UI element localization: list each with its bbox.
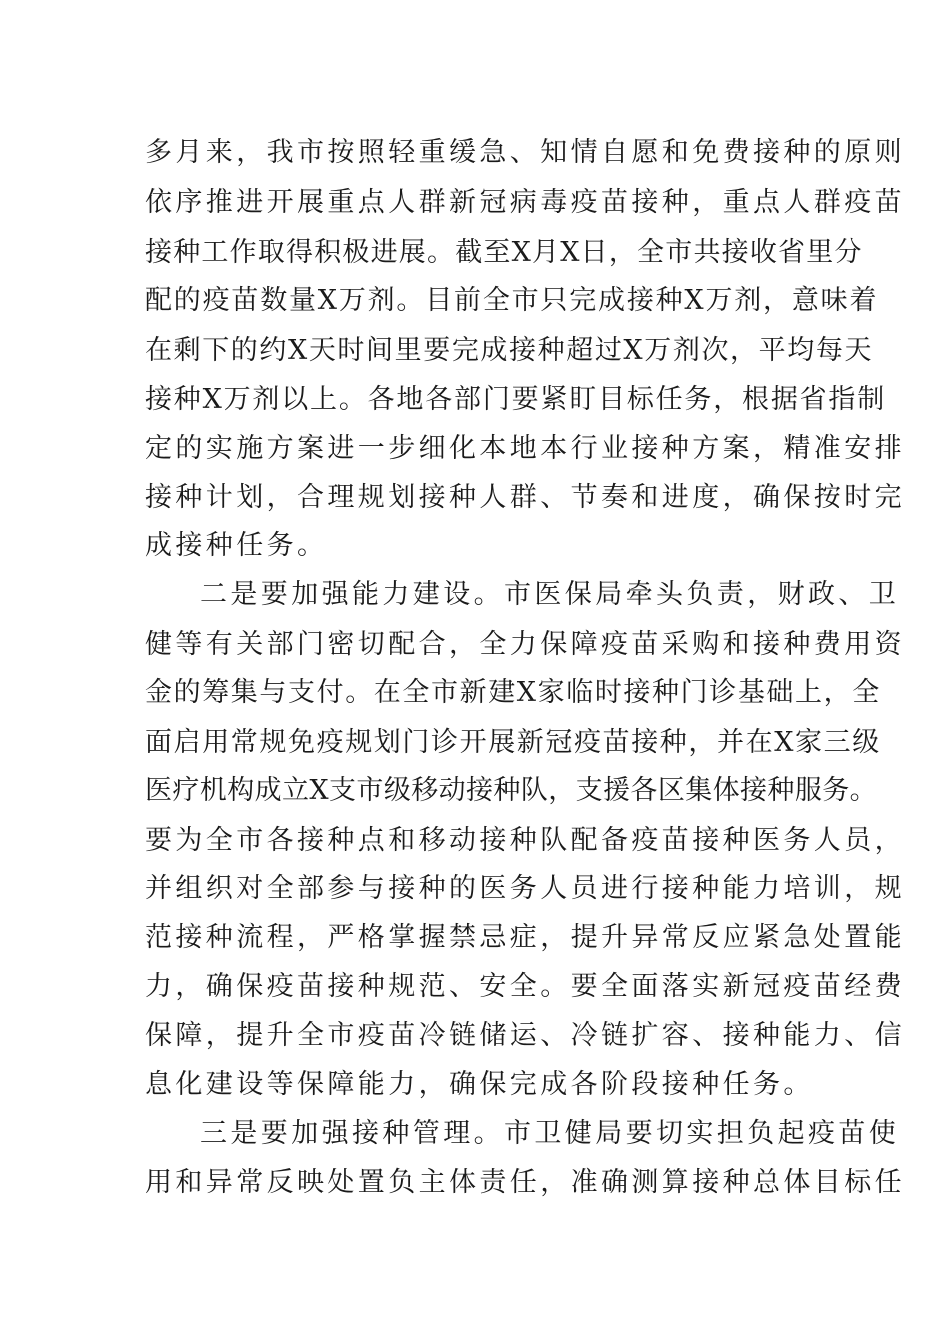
text-line: 接种X万剂以上。各地各部门要紧盯目标任务，根据省指制 [145,384,887,415]
text-line: 要为全市各接种点和移动接种队配备疫苗接种医务人员， [145,825,905,856]
text-line: 力，确保疫苗接种规范、安全。要全面落实新冠疫苗经费 [145,971,905,1002]
text-line: 成接种任务。 [145,530,328,561]
text-line: 息化建设等保障能力，确保完成各阶段接种任务。 [145,1069,814,1100]
text-line: 用和异常反映处置负主体责任，准确测算接种总体目标任 [145,1167,905,1198]
text-line: 接种工作取得积极进展。截至X月X日，全市共接收省里分 [145,237,863,268]
text-line: 多月来，我市按照轻重缓急、知情自愿和免费接种的原则 [145,137,905,168]
text-line: 保障，提升全市疫苗冷链储运、冷链扩容、接种能力、信 [145,1020,905,1051]
text-line: 接种计划，合理规划接种人群、节奏和进度，确保按时完 [145,482,905,513]
text-line: 配的疫苗数量X万剂。目前全市只完成接种X万剂，意味着 [145,285,879,316]
text-line: 定的实施方案进一步细化本地本行业接种方案，精准安排 [145,433,905,464]
text-line: 二是要加强能力建设。市医保局牵头负责，财政、卫 [200,579,900,610]
text-line: 面启用常规免疫规划门诊开展新冠疫苗接种，并在X家三级 [145,727,881,758]
text-line: 健等有关部门密切配合，全力保障疫苗采购和接种费用资 [145,629,905,660]
text-line: 医疗机构成立X支市级移动接种队，支援各区集体接种服务。 [145,775,878,806]
text-line: 金的筹集与支付。在全市新建X家临时接种门诊基础上，全 [145,677,881,708]
text-line: 范接种流程，严格掌握禁忌症，提升异常反应紧急处置能 [145,922,905,953]
text-line: 在剩下的约X天时间里要完成接种超过X万剂次，平均每天 [145,335,874,366]
text-line: 并组织对全部参与接种的医务人员进行接种能力培训，规 [145,873,905,904]
text-line: 三是要加强接种管理。市卫健局要切实担负起疫苗使 [200,1118,900,1149]
text-line: 依序推进开展重点人群新冠病毒疫苗接种，重点人群疫苗 [145,187,905,218]
